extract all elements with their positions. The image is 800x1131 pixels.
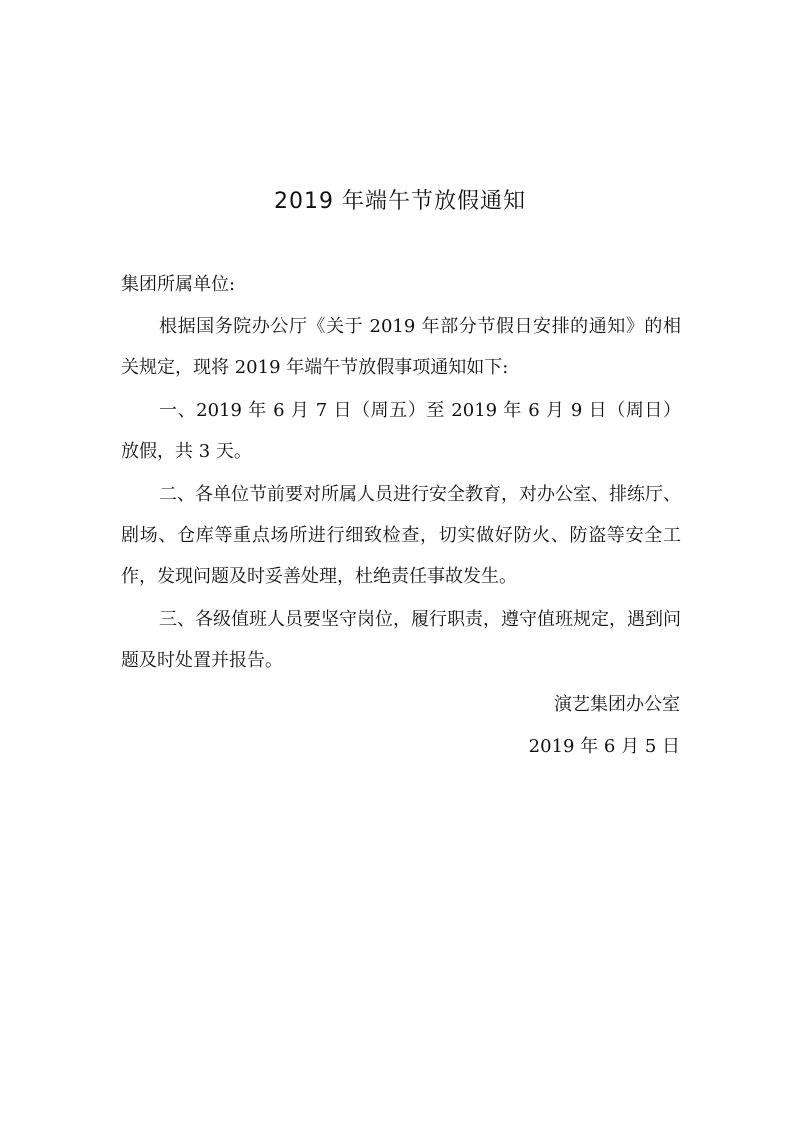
paragraph-item-2: 二、各单位节前要对所属人员进行安全教育，对办公室、排练厅、剧场、仓库等重点场所进行细致检查，切实做好防火、防盗等安全工作，发现问题及时妥善处理，杜绝责任事故发生。: [121, 484, 681, 587]
paragraph-item-3: 三、各级值班人员要坚守岗位，履行职责，遵守值班规定，遇到问题及时处置并报告。: [121, 609, 681, 671]
paragraph-item-1: 一、2019 年 6 月 7 日（周五）至 2019 年 6 月 9 日（周日）放假，共 3 天。: [121, 400, 681, 462]
document-title: 2019 年端午节放假通知: [274, 189, 526, 214]
paragraph-intro: 根据国务院办公厅《关于 2019 年部分节假日安排的通知》的相关规定，现将 2019 年端午节放假事项通知如下:: [121, 316, 681, 378]
signature-organization: 演艺集团办公室: [554, 694, 680, 715]
salutation: 集团所属单位:: [121, 274, 236, 295]
signature-date: 2019 年 6 月 5 日: [528, 736, 680, 757]
